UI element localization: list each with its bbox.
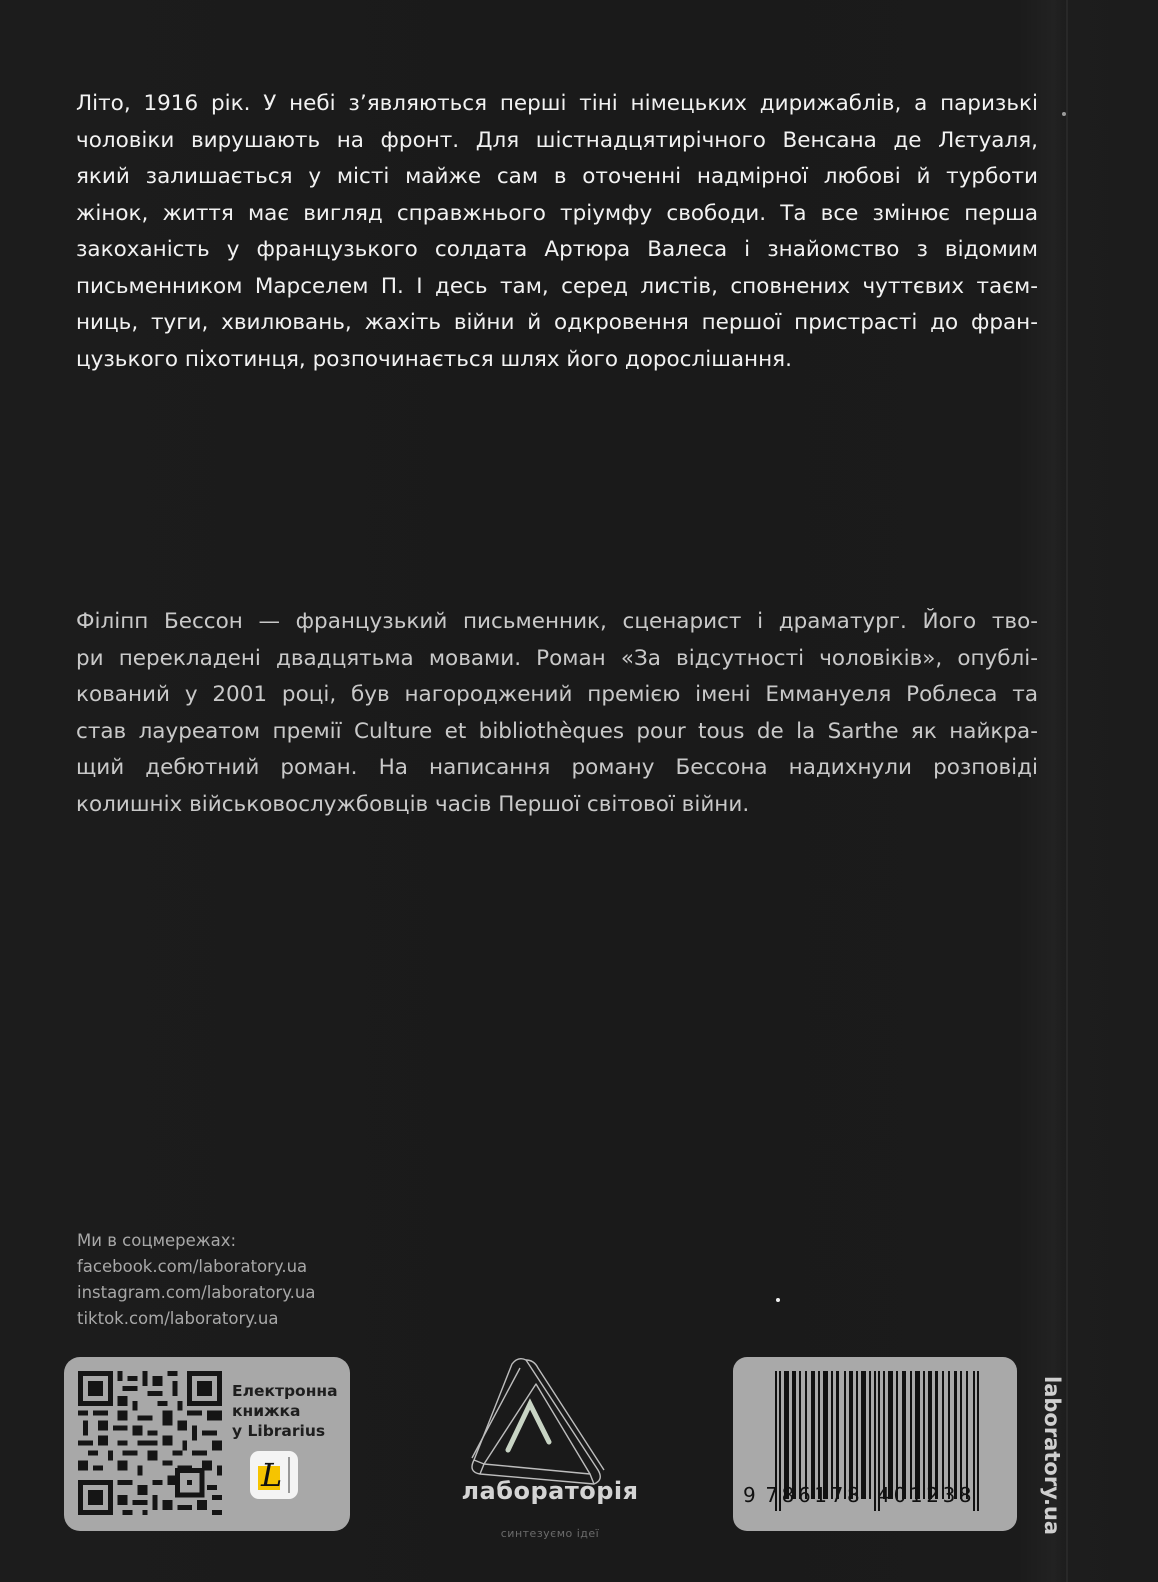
website-url[interactable]: laboratory.ua <box>1040 1376 1064 1536</box>
blurb-line: закоханість у французького солдата Артюра Валеса і знайомство з відомим <box>76 237 1038 262</box>
social-link-facebook[interactable]: facebook.com/laboratory.ua <box>77 1257 308 1276</box>
blurb-line: чоловіки вирушають на фронт. Для шістнадцятирічного Венсана де Лєтуаля, <box>76 127 1038 153</box>
social-links <box>77 1228 315 1332</box>
bio-line: щий дебютний роман. На написання роману Бессона надихнули розповіді <box>76 755 1038 780</box>
blurb-line: цузького піхотинця, розпочинається шлях його дорослішання. <box>76 346 792 372</box>
librarius-spine-bar <box>288 1457 290 1493</box>
bio-line: став лауреатом премії Culture et bibliothèques pour tous de la Sarthe як найкра- <box>76 718 1038 744</box>
bio-line: кований у 2001 році, був нагороджений премією імені Еммануеля Роблеса та <box>76 682 1038 707</box>
social-heading: Ми в соцмережах: <box>77 1231 237 1250</box>
social-link-tiktok[interactable]: tiktok.com/laboratory.ua <box>77 1309 279 1328</box>
ebook-qr-card <box>64 1357 350 1531</box>
spine-edge <box>1066 0 1068 1582</box>
blurb-line: письменником Марселем П. І десь там, серед листів, сповнених чуттєвих таєм- <box>76 273 1038 299</box>
website-vertical <box>1034 1376 1070 1536</box>
dust-speck <box>1062 112 1066 116</box>
ebook-label-line: у Librarius <box>232 1422 326 1440</box>
bio-line: колишніх військовослужбовців часів Першої світової війни. <box>76 791 750 817</box>
blurb-line: жінок, життя має вигляд справжнього тріумфу свободи. Та все змінює перша <box>76 200 1038 226</box>
ebook-label-line: Електронна <box>232 1382 338 1400</box>
publisher-tagline: синтезуємо ідеї <box>500 1527 600 1540</box>
librarius-letter: L <box>261 1456 283 1494</box>
blurb-line: ниць, туги, хвилювань, жахіть війни й одкровення першої пристрасті до фран- <box>76 310 1038 335</box>
isbn-prefix: 9 <box>743 1483 760 1507</box>
ebook-label <box>232 1381 338 1441</box>
dust-speck <box>776 1298 780 1302</box>
librarius-app-icon[interactable] <box>250 1451 298 1499</box>
isbn-group-2: 401238 <box>877 1483 976 1507</box>
qr-code-icon[interactable] <box>78 1371 222 1515</box>
isbn-barcode-card <box>733 1357 1017 1531</box>
bio-line: ри перекладені двадцятьма мовами. Роман «За відсутності чоловіків», опублі- <box>76 645 1038 671</box>
book-blurb <box>76 86 1038 378</box>
publisher-logo-icon <box>440 1346 660 1546</box>
publisher-name: лабораторія <box>461 1477 639 1505</box>
isbn-number <box>743 1483 1013 1507</box>
author-bio <box>76 604 1038 823</box>
isbn-group-1: 786178 <box>765 1483 864 1507</box>
bio-line: Філіпп Бессон — французький письменник, сценарист і драматург. Його тво- <box>76 609 1038 634</box>
ebook-label-line: книжка <box>232 1402 301 1420</box>
blurb-line: Літо, 1916 рік. У небі з’являються перші тіні німецьких дирижаблів, а паризькі <box>76 91 1038 116</box>
blurb-line: який залишається у місті майже сам в оточенні надмірної любові й турботи <box>76 164 1038 189</box>
social-link-instagram[interactable]: instagram.com/laboratory.ua <box>77 1283 316 1302</box>
